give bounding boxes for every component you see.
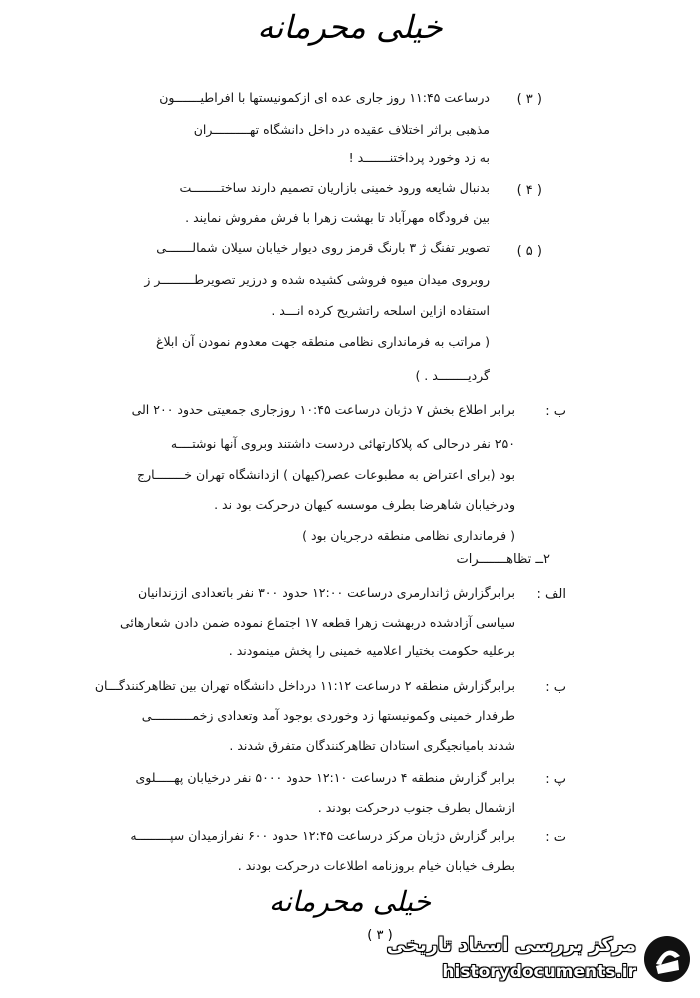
classification-stamp-top: خیلی محرمانه <box>257 8 443 46</box>
item-marker: ب : <box>545 680 566 695</box>
text-line: روبروی میدان میوه فروشی کشیده شده و درزیر تصویرطـــــــــر ز <box>144 272 490 287</box>
text-line: برابرگزارش منطقه ۲ درساعت ۱۱:۱۲ درداخل دانشگاه تهران بین تظاهرکنندگـــان <box>94 678 515 693</box>
item-marker: ( ۳ ) <box>516 92 542 107</box>
text-line: تصویر تفنگ ژ ۳ بارنگ قرمز روی دیوار خیابان سیلان شمالـــــــی <box>156 240 490 255</box>
section-heading: ۲ــ تظاهـــــــرات <box>456 552 550 567</box>
text-line: درساعت ۱۱:۴۵ روز جاری عده ای ازکمونیستها با افراطیـــــــون <box>159 90 490 105</box>
item-marker: ب : <box>545 404 566 419</box>
text-line: بین فرودگاه مهرآباد تا بهشت زهرا با فرش مفروش نمایند . <box>185 210 490 225</box>
text-line: برابر اطلاع بخش ۷ دژبان درساعت ۱۰:۴۵ روزجاری جمعیتی حدود ۲۰۰ الی <box>131 402 515 417</box>
text-line: ( فرمانداری نظامی منطقه درجریان بود ) <box>302 528 515 543</box>
item-marker: ( ۵ ) <box>516 244 542 259</box>
text-line: ۲۵۰ نفر درحالی که پلاکارتهائی دردست داشتند وبروی آنها نوشتــــه <box>170 436 515 451</box>
item-marker: الف : <box>536 587 566 602</box>
text-line: ودرخیابان شاهرضا بطرف موسسه کیهان درحرکت بود ند . <box>214 497 515 512</box>
text-line: شدند بامیانجیگری استادان تظاهرکنندگان متفرق شدند . <box>229 738 515 753</box>
text-line: ازشمال بطرف جنوب درحرکت بودند . <box>317 800 515 815</box>
text-line: برابر گزارش منطقه ۴ درساعت ۱۲:۱۰ حدود ۵۰۰۰ نفر درخیابان پهـــــلوی <box>135 770 515 785</box>
archive-watermark <box>386 930 692 990</box>
text-line: سیاسی آزادشده دربهشت زهرا قطعه ۱۷ اجتماع نموده ضمن دادن شعارهائی <box>119 615 515 630</box>
text-line: برعلیه حکومت بختیار اعلامیه خمینی را پخش مینمودند . <box>228 643 515 658</box>
archive-logo-icon <box>642 934 692 984</box>
text-line: برابرگزارش ژاندارمری درساعت ۱۲:۰۰ حدود ۳۰۰ نفر باتعدادی اززندانیان <box>137 585 515 600</box>
text-line: ( مراتب به فرمانداری نظامی منطقه جهت معدوم نمودن آن ابلاغ <box>156 334 490 349</box>
item-marker: ( ۴ ) <box>516 183 542 198</box>
item-marker: ت : <box>545 830 566 845</box>
text-line: بود (برای اعتراض به مطبوعات عصر(کیهان ) ازدانشگاه تهران خــــــــارج <box>137 467 515 482</box>
watermark-title: مرکز بررسی اسناد تاریخی <box>386 934 636 956</box>
text-line: استفاده ازاین اسلحه راتشریح کرده انـــد . <box>271 303 490 318</box>
classification-stamp-bottom: خیلی محرمانه <box>268 885 432 918</box>
text-line: گردیــــــــد . ) <box>415 368 490 383</box>
text-line: بطرف خیابان خیام بروزنامه اطلاعات درحرکت بودند . <box>237 858 515 873</box>
text-line: مذهبی براثر اختلاف عقیده در داخل دانشگاه تهــــــــــران <box>193 122 490 137</box>
text-line: برابر گزارش دژبان مرکز درساعت ۱۲:۴۵ حدود ۶۰۰ نفرازمیدان سپـــــــــه <box>130 828 515 843</box>
text-line: بدنبال شایعه ورود خمینی بازاریان تصمیم دارند ساختــــــــت <box>179 180 490 195</box>
watermark-url: historydocuments.ir <box>442 962 636 982</box>
item-marker: پ : <box>545 772 566 787</box>
text-line: به زد وخورد پرداختنـــــــد ! <box>348 150 490 165</box>
text-line: طرفدار خمینی وکمونیستها زد وخوردی بوجود آمد وتعدادی زخمـــــــــــی <box>141 708 515 723</box>
page-number: ( ۳ ) <box>367 928 393 943</box>
